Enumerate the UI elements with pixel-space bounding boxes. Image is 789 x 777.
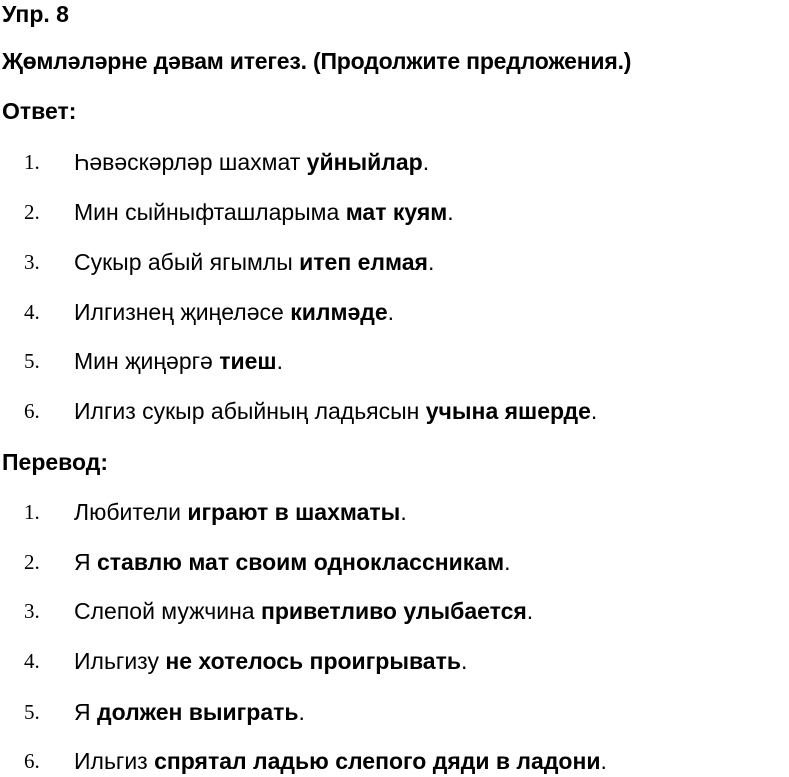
sentence-start: Ильгиз — [74, 748, 155, 774]
item-number: 5. — [24, 349, 40, 373]
sentence-start: Илгизнең җиңеләсе — [74, 299, 291, 325]
item-number: 1. — [24, 500, 40, 524]
sentence-start: Мин җиңәргә — [74, 348, 220, 374]
sentence-completion: играют в шахматы — [187, 499, 401, 525]
item-sentence — [74, 596, 533, 626]
sentence-end: . — [276, 348, 283, 374]
item-sentence — [74, 396, 597, 426]
sentence-start: Мин сыйныфташларыма — [74, 199, 346, 225]
item-sentence — [74, 346, 283, 376]
sentence-end: . — [504, 549, 511, 575]
sentence-start: Сукыр абый ягымлы — [74, 249, 300, 275]
item-number: 2. — [24, 550, 40, 574]
sentence-end: . — [590, 398, 598, 424]
item-sentence — [74, 297, 394, 327]
sentence-start: Һәвәскәрләр шахмат — [74, 149, 307, 175]
sentence-end: . — [526, 598, 534, 624]
item-number: 1. — [24, 150, 40, 174]
item-number: 4. — [24, 649, 40, 673]
sentence-start: Я — [74, 699, 97, 725]
item-number: 6. — [24, 749, 40, 773]
sentence-start: Любители — [74, 499, 188, 525]
sentence-start: Слепой мужчина — [74, 598, 261, 624]
sentence-completion: приветливо улыбается — [260, 598, 527, 624]
exercise-label: Упр. 8 — [2, 1, 69, 27]
sentence-start: Ильгизу — [74, 648, 166, 674]
item-number: 6. — [24, 399, 40, 423]
sentence-end: . — [298, 699, 305, 725]
sentence-end: . — [400, 499, 407, 525]
sentence-completion: должен выиграть — [97, 699, 299, 725]
sentence-end: . — [427, 249, 435, 275]
sentence-completion: учына яшерде — [425, 398, 591, 424]
sentence-completion: килмәде — [290, 299, 388, 325]
sentence-completion: спрятал ладью слепого дяди в ладони — [154, 748, 601, 774]
item-sentence — [74, 147, 429, 177]
item-sentence — [74, 547, 511, 577]
sentence-end: . — [422, 149, 430, 175]
sentence-completion: мат куям — [345, 199, 448, 225]
item-sentence — [74, 497, 407, 527]
sentence-completion: итеп елмая — [299, 249, 428, 275]
item-sentence — [74, 197, 454, 227]
item-sentence — [74, 697, 305, 727]
sentence-end: . — [447, 199, 454, 225]
translation-heading: Перевод: — [2, 449, 109, 475]
sentence-end: . — [600, 748, 607, 774]
item-number: 3. — [24, 599, 40, 623]
sentence-end: . — [387, 299, 395, 325]
sentence-completion: уйныйлар — [306, 149, 423, 175]
sentence-completion: не хотелось проигрывать — [165, 648, 461, 674]
sentence-start: Я — [74, 549, 97, 575]
item-number: 3. — [24, 250, 40, 274]
item-sentence — [74, 247, 434, 277]
task-instruction: Җөмләләрне дәвам итегез. (Продолжите предложения.) — [2, 48, 632, 74]
sentence-completion: тиеш — [219, 348, 277, 374]
sentence-start: Илгиз сукыр абыйның ладьясын — [74, 398, 426, 424]
item-sentence — [74, 746, 607, 776]
item-number: 4. — [24, 300, 40, 324]
answer-heading: Ответ: — [2, 98, 77, 124]
item-sentence — [74, 646, 467, 676]
sentence-end: . — [461, 648, 468, 674]
item-number: 5. — [24, 700, 40, 724]
sentence-completion: ставлю мат своим одноклассникам — [97, 549, 505, 575]
item-number: 2. — [24, 200, 40, 224]
